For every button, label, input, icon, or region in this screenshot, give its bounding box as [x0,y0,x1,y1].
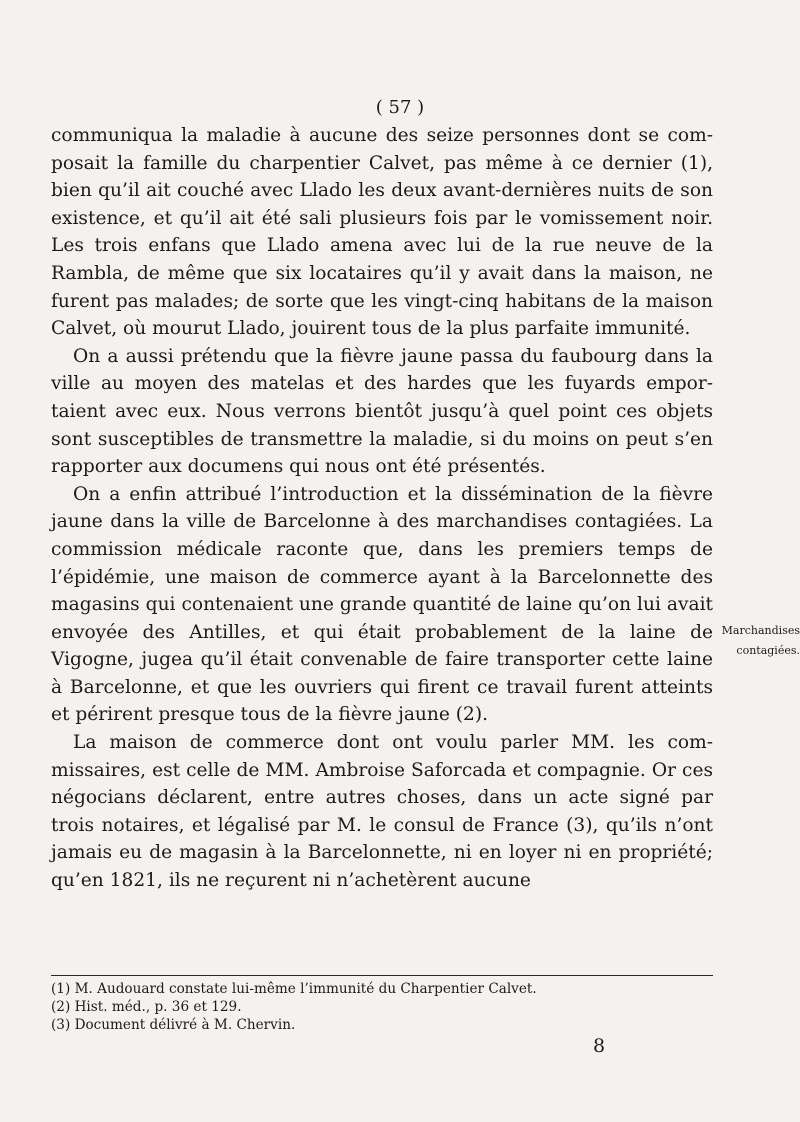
footnote-2: (2) Hist. méd., p. 36 et 129. [51,999,242,1015]
page-number: ( 57 ) [375,97,425,118]
paragraph-4: La maison de commerce dont ont voulu parler MM. les com-missaires, est celle de MM. Ambroise Saforcada et compagnie. Or ces négocians déclarent, entre autres choses, dans un acte signé par trois notaires, et légalisé par M. le consul de France (3), qu’ils n’ont jamais eu de magasin à la Barcelonnette, ni en loyer ni en propriété; qu’en 1821, ils ne reçurent ni n’achetèrent aucune [51,732,713,892]
paragraph-3: On a enfin attribué l’introduction et la dissémination de la fièvre jaune dans la ville de Barcelonne à des marchandises contagiées. La commission médicale raconte que, dans les premiers temps de l’épidémie, une maison de commerce ayant à la Barcelonnette des magasins qui contenaient une grande quantité de laine qu’on lui avait envoyée des Antilles, et qui était probablement de la laine de Vigogne, jugea qu’il était convenable de faire transporter cette laine à Barcelonne, et que les ouvriers qui firent ce travail furent atteints et périrent presque tous de la fièvre jaune (2). [51,483,713,726]
margin-note: Marchandises contagiées. [721,624,800,657]
paragraph-2: On a aussi prétendu que la fièvre jaune passa du faubourg dans la ville au moyen des matelas et des hardes que les fuyards empor-taient avec eux. Nous verrons bientôt jusqu’à quel point ces objets sont susceptibles de transmettre la maladie, si du moins on peut s’en rapporter aux documens qui nous ont été présentés. [51,345,713,478]
footnote-3: (3) Document délivré à M. Chervin. [51,1017,296,1033]
footnote-1: (1) M. Audouard constate lui-même l’immunité du Charpentier Calvet. [51,981,537,997]
footnotes [51,980,713,1034]
signature-mark: 8 [593,1035,606,1057]
paragraph-1: communiqua la maladie à aucune des seize personnes dont se com-posait la famille du charpentier Calvet, pas même à ce dernier (1), bien qu’il ait couché avec Llado les deux avant-dernières nuits de son existence, et qu’il ait été sali plusieurs fois par le vomissement noir. Les trois enfans que Llado amena avec lui de la rue neuve de la Rambla, de même que six locataires qu’il y avait dans la maison, ne furent pas malades; de sorte que les vingt-cinq habitans de la maison Calvet, où mourut Llado, jouirent tous de la plus parfaite immunité. [51,125,713,340]
body-text [51,122,713,895]
footnote-divider [51,975,713,976]
